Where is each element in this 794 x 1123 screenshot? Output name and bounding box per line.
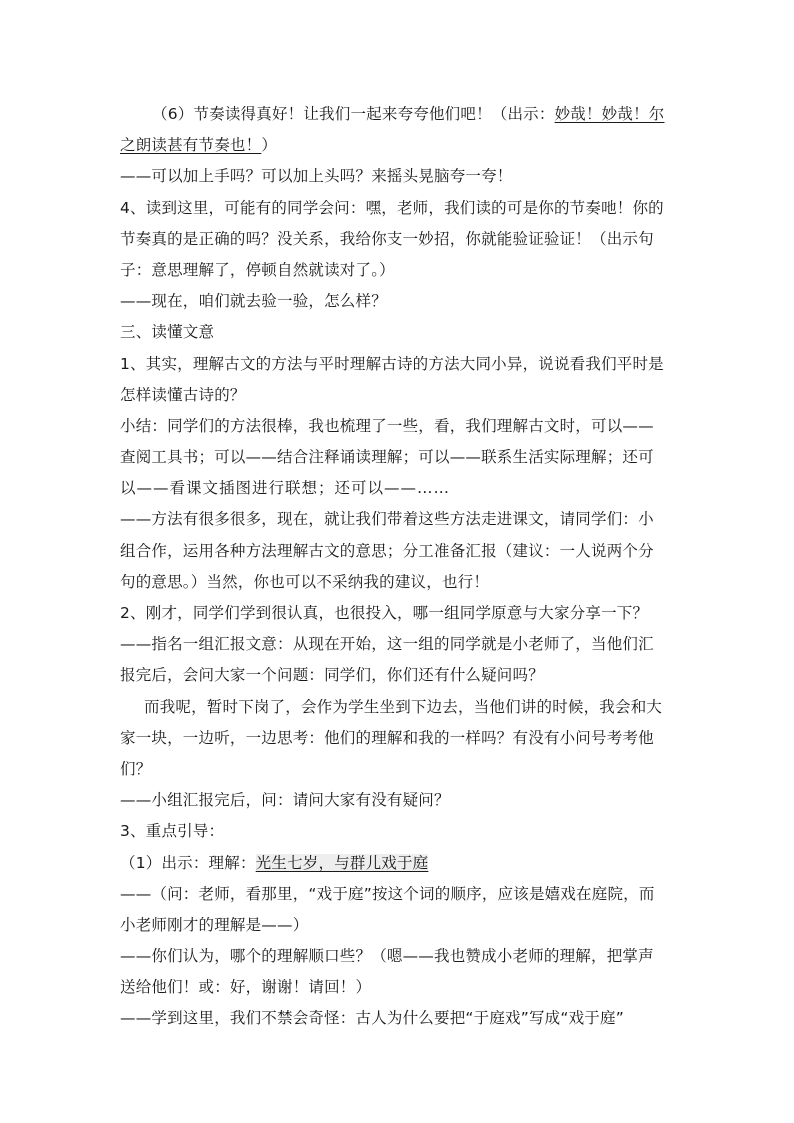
paragraph-line: 1、其实，理解古文的方法与平时理解古诗的方法大同小异，说说看我们平时是 bbox=[120, 354, 664, 373]
paragraph-line bbox=[120, 848, 680, 879]
paragraph-line: 节奏真的是正确的吗？没关系，我给你支一妙招，你就能验证验证！（出示句 bbox=[120, 229, 654, 248]
paragraph-line: ——现在，咱们就去验一验，怎么样？ bbox=[120, 292, 387, 311]
paragraph-line: 2、刚才，同学们学到很认真，也很投入，哪一组同学原意与大家分享一下？ bbox=[120, 604, 649, 622]
paragraph-line: 怎样读懂古诗的？ bbox=[120, 385, 246, 404]
paragraph-line: 小老师刚才的理解是——） bbox=[120, 915, 309, 934]
paragraph-line: 4、读到这里，可能有的同学会问：嘿，老师，我们读的可是你的节奏吔！你的 bbox=[120, 198, 664, 217]
paragraph-line: 3、重点引导： bbox=[120, 822, 225, 841]
paragraph-line: 报完后，会问大家一个问题：同学们，你们还有什么疑问吗？ bbox=[120, 666, 544, 685]
paragraph-line: 句的意思。）当然，你也可以不采纳我的建议，也行！ bbox=[120, 572, 490, 591]
paragraph-line: 家一块，一边听，一边思考：他们的理解和我的一样吗？有没有小问号考考他 bbox=[120, 728, 654, 747]
paragraph-line: ——学到这里，我们不禁会奇怪：古人为什么要把“于庭戏”写成“戏于庭” bbox=[120, 1009, 624, 1028]
paragraph-line: ——（问：老师，看那里，“戏于庭”按这个词的顺序，应该是嬉戏在庭院，而 bbox=[120, 884, 655, 903]
paragraph-line: ——方法有很多很多，现在，就让我们带着这些方法走进课文，请同学们：小 bbox=[120, 510, 654, 529]
paragraph-line bbox=[120, 99, 680, 130]
paragraph-line: 小结：同学们的方法很棒，我也梳理了一些，看，我们理解古文时，可以—— bbox=[120, 416, 654, 435]
paragraph-line: 组合作，运用各种方法理解古文的意思；分工准备汇报（建议：一人说两个分 bbox=[120, 541, 654, 560]
paragraph-line: 送给他们！或：好，谢谢！请回！） bbox=[120, 978, 372, 997]
paragraph-line: 子：意思理解了，停顿自然就读对了。） bbox=[120, 260, 395, 279]
lesson-plan-text bbox=[120, 99, 680, 1035]
paragraph-line: ——你们认为，哪个的理解顺口些？（嗯——我也赞成小老师的理解，把掌声 bbox=[120, 947, 654, 966]
line-text: ） bbox=[261, 136, 278, 155]
quoted-text-underlined: 之朗读甚有节奏也！ bbox=[120, 136, 262, 155]
paragraph-line: 以——看课文插图进行联想；还可以——…… bbox=[120, 479, 451, 498]
paragraph-line: ——可以加上手吗？可以加上头吗？来摇头晃脑夸一夸！ bbox=[120, 167, 513, 186]
paragraph-line: 而我呢，暂时下岗了，会作为学生坐到下边去，当他们讲的时候，我会和大 bbox=[144, 697, 663, 716]
line-text: （1）出示：理解： bbox=[120, 853, 256, 872]
paragraph-line bbox=[120, 130, 680, 161]
paragraph-line: 查阅工具书；可以——结合注释诵读理解；可以——联系生活实际理解；还可 bbox=[120, 448, 654, 467]
paragraph-line: ——小组汇报完后，问：请问大家有没有疑问？ bbox=[120, 791, 450, 810]
line-text: （6）节奏读得真好！让我们一起来夸夸他们吧！（出示： bbox=[152, 105, 555, 123]
quoted-text-underlined: 妙哉！妙哉！尔 bbox=[554, 105, 665, 123]
paragraph-line: ——指名一组汇报文意：从现在开始，这一组的同学就是小老师了，当他们汇 bbox=[120, 635, 654, 654]
section-heading: 三、读懂文意 bbox=[120, 323, 215, 342]
highlighted-quote: 光生七岁，与群儿戏于庭 bbox=[255, 853, 429, 872]
paragraph-line: 们？ bbox=[120, 759, 152, 778]
